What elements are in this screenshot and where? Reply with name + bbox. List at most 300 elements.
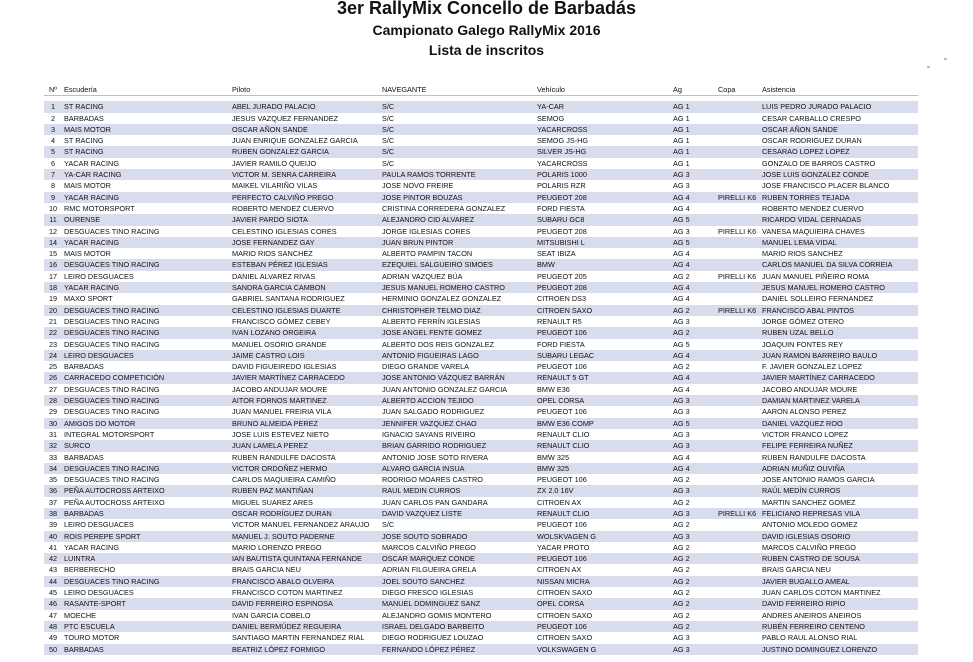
- cell-piloto: MANUEL J. SOUTO PADERNE: [230, 531, 380, 542]
- cell-vehiculo: YACARCROSS: [535, 158, 671, 169]
- table-row: [44, 339, 918, 350]
- cell-piloto: PERFECTO CALVIÑO PREGO: [230, 192, 380, 203]
- cell-escuderia: BARBADAS: [62, 452, 230, 463]
- table-row: [44, 124, 918, 135]
- cell-copa: [716, 440, 760, 451]
- cell-num: 46: [44, 598, 62, 609]
- cell-ag: AG 4: [671, 350, 716, 361]
- cell-vehiculo: WOLSKVAGEN G: [535, 531, 671, 542]
- cell-asistencia: ANTONIO MOLEDO GOMEZ: [760, 519, 918, 530]
- cell-navegante: FERNANDO LÓPEZ PÉREZ: [380, 644, 535, 655]
- cell-vehiculo: YACARCROSS: [535, 124, 671, 135]
- table-row: [44, 429, 918, 440]
- cell-navegante: CRISTINA CORREDERA GONZALEZ: [380, 203, 535, 214]
- table-row: [44, 395, 918, 406]
- cell-num: 42: [44, 553, 62, 564]
- cell-num: 41: [44, 542, 62, 553]
- cell-navegante: MANUEL DOMINGUEZ SANZ: [380, 598, 535, 609]
- table-row: [44, 214, 918, 225]
- cell-asistencia: CARLOS MANUEL DA SILVA CORREIA: [760, 259, 918, 270]
- table-row: [44, 542, 918, 553]
- cell-num: 9: [44, 192, 62, 203]
- cell-piloto: MAIKEL VILARIÑO VILAS: [230, 180, 380, 191]
- cell-navegante: S/C: [380, 101, 535, 112]
- cell-vehiculo: PEUGEOT 208: [535, 226, 671, 237]
- cell-num: 29: [44, 406, 62, 417]
- cell-asistencia: JAVIER MARTÍNEZ CARRACEDO: [760, 372, 918, 383]
- cell-vehiculo: CITROEN DS3: [535, 293, 671, 304]
- cell-ag: AG 3: [671, 531, 716, 542]
- cell-escuderia: TOURO MOTOR: [62, 632, 230, 643]
- cell-num: 49: [44, 632, 62, 643]
- cell-navegante: ADRIAN VAZQUEZ BÚA: [380, 271, 535, 282]
- cell-piloto: JUAN MANUEL FREIRIA VILA: [230, 406, 380, 417]
- cell-ag: AG 2: [671, 553, 716, 564]
- table-row: [44, 146, 918, 157]
- cell-escuderia: PEÑA AUTOCROSS ARTEIXO: [62, 497, 230, 508]
- cell-vehiculo: RENAULT R5: [535, 316, 671, 327]
- cell-asistencia: RUBEN CASTRO DE SOUSA: [760, 553, 918, 564]
- cell-piloto: DANIEL BERMÚDEZ REGUEIRA: [230, 621, 380, 632]
- cell-piloto: OSCAR RODRÍGUEZ DURAN: [230, 508, 380, 519]
- cell-escuderia: YACAR RACING: [62, 282, 230, 293]
- cell-escuderia: DESGUACES TINO RACING: [62, 395, 230, 406]
- cell-asistencia: ROBERTO MENDEZ CUERVO: [760, 203, 918, 214]
- cell-escuderia: DESGUACES TINO RACING: [62, 316, 230, 327]
- cell-escuderia: DESGUACES TINO RACING: [62, 576, 230, 587]
- cell-asistencia: JOSE LUIS GONZALEZ CONDE: [760, 169, 918, 180]
- cell-ag: AG 3: [671, 316, 716, 327]
- table-row: [44, 598, 918, 609]
- table-row: [44, 226, 918, 237]
- cell-ag: AG 1: [671, 158, 716, 169]
- cell-num: 20: [44, 305, 62, 316]
- scan-speck: [944, 58, 947, 60]
- col-header-num: Nº: [49, 85, 57, 94]
- cell-copa: [716, 113, 760, 124]
- cell-escuderia: LEIRO DESGUACES: [62, 519, 230, 530]
- cell-ag: AG 3: [671, 440, 716, 451]
- cell-asistencia: OSCAR AÑON SANDE: [760, 124, 918, 135]
- table-row: [44, 248, 918, 259]
- cell-piloto: IVAN GARCIA COBELO: [230, 610, 380, 621]
- table-row: [44, 485, 918, 496]
- cell-ag: AG 4: [671, 282, 716, 293]
- table-row: [44, 474, 918, 485]
- cell-vehiculo: PEUGEOT 106: [535, 406, 671, 417]
- cell-asistencia: FRANCISCO ABAL PINTOS: [760, 305, 918, 316]
- cell-ag: AG 3: [671, 644, 716, 655]
- cell-escuderia: PTC ESCUELA: [62, 621, 230, 632]
- cell-piloto: JESUS VAZQUEZ FERNANDEZ: [230, 113, 380, 124]
- cell-ag: AG 3: [671, 180, 716, 191]
- cell-escuderia: LEIRO DESGUACES: [62, 350, 230, 361]
- cell-vehiculo: PEUGEOT 208: [535, 282, 671, 293]
- cell-piloto: JAIME CASTRO LOIS: [230, 350, 380, 361]
- cell-copa: [716, 237, 760, 248]
- cell-escuderia: MAIS MOTOR: [62, 124, 230, 135]
- cell-navegante: JOSE SOUTO SOBRADO: [380, 531, 535, 542]
- cell-copa: PIRELLI K6: [716, 226, 760, 237]
- scan-speck: [927, 66, 930, 68]
- cell-num: 37: [44, 497, 62, 508]
- cell-vehiculo: YA-CAR: [535, 101, 671, 112]
- col-header-escuderia: Escudería: [64, 85, 97, 94]
- cell-vehiculo: RENAULT CLIO: [535, 508, 671, 519]
- cell-piloto: VICTOR MANUEL FERNANDEZ ARAUJO: [230, 519, 380, 530]
- cell-ag: AG 2: [671, 621, 716, 632]
- cell-asistencia: AARON ALONSO PEREZ: [760, 406, 918, 417]
- cell-navegante: EZEQUIEL SALGUEIRO SIMOES: [380, 259, 535, 270]
- cell-asistencia: RUBEN UZAL BELLO: [760, 327, 918, 338]
- cell-escuderia: CARRACEDO COMPETICIÓN: [62, 372, 230, 383]
- cell-asistencia: JESUS MANUEL ROMERO CASTRO: [760, 282, 918, 293]
- cell-ag: AG 2: [671, 576, 716, 587]
- cell-num: 15: [44, 248, 62, 259]
- cell-asistencia: BRAIS GARCIA NEU: [760, 564, 918, 575]
- cell-num: 33: [44, 452, 62, 463]
- cell-asistencia: F. JAVIER GONZALEZ LOPEZ: [760, 361, 918, 372]
- cell-navegante: S/C: [380, 146, 535, 157]
- cell-ag: AG 1: [671, 135, 716, 146]
- cell-num: 32: [44, 440, 62, 451]
- cell-escuderia: BARBADAS: [62, 361, 230, 372]
- table-row: [44, 621, 918, 632]
- cell-copa: [716, 474, 760, 485]
- cell-num: 27: [44, 384, 62, 395]
- cell-ag: AG 5: [671, 237, 716, 248]
- cell-copa: [716, 361, 760, 372]
- cell-ag: AG 4: [671, 248, 716, 259]
- cell-num: 1: [44, 101, 62, 112]
- table-row: [44, 101, 918, 112]
- table-row: [44, 463, 918, 474]
- table-row: [44, 169, 918, 180]
- table-row: [44, 587, 918, 598]
- cell-ag: AG 5: [671, 214, 716, 225]
- cell-num: 45: [44, 587, 62, 598]
- cell-navegante: JOSE NOVO FREIRE: [380, 180, 535, 191]
- cell-piloto: VICTOR ORDOÑEZ HERMO: [230, 463, 380, 474]
- cell-vehiculo: PEUGEOT 106: [535, 361, 671, 372]
- cell-navegante: JUAN ANTONIO GONZALEZ GARCIA: [380, 384, 535, 395]
- cell-escuderia: DESGUACES TINO RACING: [62, 406, 230, 417]
- cell-copa: [716, 452, 760, 463]
- cell-num: 5: [44, 146, 62, 157]
- cell-piloto: JUAN LAMELA PEREZ: [230, 440, 380, 451]
- cell-navegante: JUAN CARLOS PAN GANDARA: [380, 497, 535, 508]
- list-title: Lista de inscritos: [428, 42, 545, 58]
- cell-copa: [716, 598, 760, 609]
- cell-copa: [716, 587, 760, 598]
- cell-ag: AG 2: [671, 610, 716, 621]
- cell-copa: PIRELLI K6: [716, 305, 760, 316]
- cell-asistencia: ANDRES ANEIROS ANEIROS: [760, 610, 918, 621]
- cell-asistencia: OSCAR RODRIGUEZ DURAN: [760, 135, 918, 146]
- cell-num: 47: [44, 610, 62, 621]
- cell-num: 3: [44, 124, 62, 135]
- cell-escuderia: DESGUACES TINO RACING: [62, 339, 230, 350]
- cell-piloto: JAVIER PARDO SIOTA: [230, 214, 380, 225]
- cell-ag: AG 1: [671, 146, 716, 157]
- table-row: [44, 203, 918, 214]
- cell-piloto: JOSE FERNANDEZ GAY: [230, 237, 380, 248]
- cell-num: 24: [44, 350, 62, 361]
- cell-navegante: JENNIFER VAZQUEZ CHAO: [380, 418, 535, 429]
- cell-navegante: DIEGO RODRIGUEZ LOUZAO: [380, 632, 535, 643]
- cell-escuderia: YACAR RACING: [62, 192, 230, 203]
- cell-copa: PIRELLI K6: [716, 271, 760, 282]
- cell-vehiculo: CITROEN AX: [535, 497, 671, 508]
- cell-num: 36: [44, 485, 62, 496]
- cell-asistencia: JUAN RAMON BARREIRO BAULO: [760, 350, 918, 361]
- cell-copa: [716, 644, 760, 655]
- cell-copa: PIRELLI K6: [716, 508, 760, 519]
- cell-copa: [716, 350, 760, 361]
- cell-navegante: ANTONIO JOSE SOTO RIVERA: [380, 452, 535, 463]
- cell-piloto: MIGUEL SUAREZ ARES: [230, 497, 380, 508]
- cell-copa: [716, 124, 760, 135]
- cell-copa: [716, 180, 760, 191]
- cell-vehiculo: SUBARU GC8: [535, 214, 671, 225]
- cell-navegante: BRIAN GARRIDO RODRIGUEZ: [380, 440, 535, 451]
- cell-num: 4: [44, 135, 62, 146]
- table-row: [44, 180, 918, 191]
- cell-asistencia: MARIO RIOS SANCHEZ: [760, 248, 918, 259]
- cell-asistencia: DANIEL VAZQUEZ ROO: [760, 418, 918, 429]
- cell-navegante: DIEGO GRANDE VARELA: [380, 361, 535, 372]
- cell-escuderia: DESGUACES TINO RACING: [62, 474, 230, 485]
- cell-piloto: RUBEN PAZ MANTIÑAN: [230, 485, 380, 496]
- col-header-vehiculo: Vehículo: [537, 85, 565, 94]
- cell-escuderia: RMC MOTORSPORT: [62, 203, 230, 214]
- cell-navegante: ALBERTO ACCION TEJIDO: [380, 395, 535, 406]
- cell-piloto: SANTIAGO MARTIN FERNANDEZ RIAL: [230, 632, 380, 643]
- cell-num: 19: [44, 293, 62, 304]
- cell-asistencia: DAVID FERREIRO RIPIO: [760, 598, 918, 609]
- cell-copa: PIRELLI K6: [716, 192, 760, 203]
- cell-vehiculo: POLARIS 1000: [535, 169, 671, 180]
- table-row: [44, 282, 918, 293]
- cell-asistencia: FELICIANO REPRESAS VILA: [760, 508, 918, 519]
- cell-piloto: CELESTINO IGLESIAS CORES: [230, 226, 380, 237]
- table-row: [44, 237, 918, 248]
- cell-escuderia: DESGUACES TINO RACING: [62, 327, 230, 338]
- cell-copa: [716, 542, 760, 553]
- cell-num: 26: [44, 372, 62, 383]
- document-title: 3er RallyMix Concello de Barbadás: [336, 0, 637, 18]
- cell-escuderia: ST RACING: [62, 135, 230, 146]
- cell-escuderia: DESGUACES TINO RACING: [62, 305, 230, 316]
- cell-navegante: JOEL SOUTO SANCHEZ: [380, 576, 535, 587]
- col-header-piloto: Piloto: [232, 85, 251, 94]
- cell-vehiculo: FORD FIESTA: [535, 203, 671, 214]
- col-header-copa: Copa: [718, 85, 736, 94]
- table-row: [44, 610, 918, 621]
- cell-num: 22: [44, 327, 62, 338]
- table-row: [44, 259, 918, 270]
- cell-asistencia: RUBEN TORRES TEJADA: [760, 192, 918, 203]
- table-row: [44, 135, 918, 146]
- table-row: [44, 531, 918, 542]
- cell-navegante: ISRAEL DELGADO BARBEITO: [380, 621, 535, 632]
- cell-num: 40: [44, 531, 62, 542]
- cell-piloto: FRANCISCO COTON MARTINEZ: [230, 587, 380, 598]
- cell-navegante: ALBERTO PAMPIN TACON: [380, 248, 535, 259]
- cell-escuderia: LEIRO DESGUACES: [62, 271, 230, 282]
- cell-ag: AG 2: [671, 564, 716, 575]
- cell-num: 10: [44, 203, 62, 214]
- cell-ag: AG 3: [671, 226, 716, 237]
- cell-vehiculo: RENAULT CLIO: [535, 440, 671, 451]
- cell-escuderia: SURCO: [62, 440, 230, 451]
- cell-piloto: DAVID FIGUEIREDO IGLESIAS: [230, 361, 380, 372]
- cell-piloto: JUAN ENRIQUE GONZALEZ GARCIA: [230, 135, 380, 146]
- cell-copa: [716, 327, 760, 338]
- cell-ag: AG 2: [671, 361, 716, 372]
- cell-ag: AG 1: [671, 124, 716, 135]
- cell-num: 39: [44, 519, 62, 530]
- table-row: [44, 384, 918, 395]
- cell-ag: AG 3: [671, 429, 716, 440]
- cell-navegante: ALBERTO FERRÍN IGLESIAS: [380, 316, 535, 327]
- cell-vehiculo: BMW E36 COMP: [535, 418, 671, 429]
- cell-ag: AG 2: [671, 542, 716, 553]
- table-row: [44, 327, 918, 338]
- cell-navegante: JOSE ANTONIO VÁZQUEZ BARRÁN: [380, 372, 535, 383]
- cell-num: 14: [44, 237, 62, 248]
- cell-asistencia: JUAN MANUEL PIÑEIRO ROMA: [760, 271, 918, 282]
- cell-asistencia: VICTOR FRANCO LOPEZ: [760, 429, 918, 440]
- cell-asistencia: JOSE ANTONIO RAMOS GARCIA: [760, 474, 918, 485]
- cell-piloto: MARIO RIOS SANCHEZ: [230, 248, 380, 259]
- cell-num: 21: [44, 316, 62, 327]
- cell-piloto: BRUNO ALMEIDA PEREZ: [230, 418, 380, 429]
- cell-vehiculo: PEUGEOT 106: [535, 519, 671, 530]
- col-header-navegante: NAVEGANTE: [382, 85, 427, 94]
- cell-ag: AG 2: [671, 474, 716, 485]
- cell-piloto: DAVID FERREIRO ESPINOSA: [230, 598, 380, 609]
- cell-navegante: CHRISTOPHER TELMO DIAZ: [380, 305, 535, 316]
- cell-escuderia: YACAR RACING: [62, 158, 230, 169]
- cell-copa: [716, 158, 760, 169]
- cell-copa: [716, 101, 760, 112]
- cell-ag: AG 4: [671, 452, 716, 463]
- cell-piloto: CELESTINO IGLESIAS DUARTE: [230, 305, 380, 316]
- cell-piloto: OSCAR AÑON SANDE: [230, 124, 380, 135]
- cell-navegante: S/C: [380, 124, 535, 135]
- cell-vehiculo: PEUGEOT 106: [535, 621, 671, 632]
- cell-asistencia: RUBEN RANDULFE DACOSTA: [760, 452, 918, 463]
- cell-escuderia: MAXO SPORT: [62, 293, 230, 304]
- table-row: [44, 271, 918, 282]
- cell-escuderia: BARBADAS: [62, 508, 230, 519]
- cell-vehiculo: CITROEN SAXO: [535, 610, 671, 621]
- cell-navegante: JORGE IGLESIAS CORES: [380, 226, 535, 237]
- cell-copa: [716, 293, 760, 304]
- cell-copa: [716, 531, 760, 542]
- cell-piloto: ESTEBAN PÉREZ IGLESIAS: [230, 259, 380, 270]
- cell-escuderia: DESGUACES TINO RACING: [62, 259, 230, 270]
- cell-navegante: S/C: [380, 113, 535, 124]
- cell-num: 31: [44, 429, 62, 440]
- cell-navegante: MARCOS CALVIÑO PREGO: [380, 542, 535, 553]
- cell-asistencia: JUSTINO DOMINGUEZ LORENZO: [760, 644, 918, 655]
- cell-escuderia: LUINTRA: [62, 553, 230, 564]
- cell-ag: AG 2: [671, 497, 716, 508]
- cell-vehiculo: SEMOG JS-HG: [535, 135, 671, 146]
- table-row: [44, 418, 918, 429]
- cell-piloto: JAVIER RAMILO QUEIJO: [230, 158, 380, 169]
- cell-asistencia: MARCOS CALVIÑO PREGO: [760, 542, 918, 553]
- cell-vehiculo: PEUGEOT 205: [535, 271, 671, 282]
- table-row: [44, 316, 918, 327]
- cell-ag: AG 5: [671, 339, 716, 350]
- table-row: [44, 361, 918, 372]
- cell-vehiculo: VOLKSWAGEN G: [535, 644, 671, 655]
- cell-ag: AG 3: [671, 395, 716, 406]
- cell-vehiculo: RENAULT 5 GT: [535, 372, 671, 383]
- cell-vehiculo: CITROEN SAXO: [535, 587, 671, 598]
- cell-asistencia: FELIPE FERREIRA NUÑEZ: [760, 440, 918, 451]
- cell-escuderia: BARBADAS: [62, 644, 230, 655]
- cell-navegante: S/C: [380, 158, 535, 169]
- cell-escuderia: RASANTE-SPORT: [62, 598, 230, 609]
- cell-copa: [716, 372, 760, 383]
- cell-navegante: JOSE ANGEL FENTE GOMEZ: [380, 327, 535, 338]
- cell-copa: [716, 135, 760, 146]
- cell-asistencia: JOAQUIN FONTES REY: [760, 339, 918, 350]
- cell-vehiculo: PEUGEOT 106: [535, 474, 671, 485]
- cell-vehiculo: YACAR PROTO: [535, 542, 671, 553]
- cell-piloto: JAVIER MARTÍNEZ CARRACEDO: [230, 372, 380, 383]
- cell-navegante: ADRIAN FILGUEIRA GRELA: [380, 564, 535, 575]
- document-subtitle: Campionato Galego RallyMix 2016: [372, 22, 601, 38]
- table-row: [44, 632, 918, 643]
- cell-copa: [716, 632, 760, 643]
- cell-num: 30: [44, 418, 62, 429]
- table-row: [44, 440, 918, 451]
- cell-asistencia: DAVID IGLESIAS OSORIO: [760, 531, 918, 542]
- cell-asistencia: LUIS PEDRO JURADO PALACIO: [760, 101, 918, 112]
- cell-navegante: JOSE PINTOR BOUZAS: [380, 192, 535, 203]
- cell-ag: AG 4: [671, 293, 716, 304]
- cell-vehiculo: NISSAN MICRA: [535, 576, 671, 587]
- cell-ag: AG 4: [671, 259, 716, 270]
- cell-piloto: JOSE LUIS ESTEVEZ NIETO: [230, 429, 380, 440]
- cell-asistencia: VANESA MAQUIEIRA CHAVES: [760, 226, 918, 237]
- cell-num: 11: [44, 214, 62, 225]
- cell-piloto: RUBEN RANDULFE DACOSTA: [230, 452, 380, 463]
- cell-piloto: IAN BAUTISTA QUINTANA FERNANDE: [230, 553, 380, 564]
- cell-vehiculo: CITROEN SAXO: [535, 305, 671, 316]
- cell-vehiculo: ZX 2.0 16V: [535, 485, 671, 496]
- cell-ag: AG 3: [671, 632, 716, 643]
- cell-piloto: IVAN LOZANO ORGEIRA: [230, 327, 380, 338]
- table-row: [44, 293, 918, 304]
- cell-copa: [716, 553, 760, 564]
- cell-escuderia: YACAR RACING: [62, 237, 230, 248]
- cell-vehiculo: SEMOG: [535, 113, 671, 124]
- cell-vehiculo: SUBARU LEGAC: [535, 350, 671, 361]
- table-row: [44, 192, 918, 203]
- cell-vehiculo: PEUGEOT 208: [535, 192, 671, 203]
- cell-asistencia: ADRIAN MUÑIZ OUVIÑA: [760, 463, 918, 474]
- cell-navegante: DAVID VAZQUEZ LISTE: [380, 508, 535, 519]
- table-row: [44, 519, 918, 530]
- cell-ag: AG 3: [671, 508, 716, 519]
- cell-ag: AG 4: [671, 372, 716, 383]
